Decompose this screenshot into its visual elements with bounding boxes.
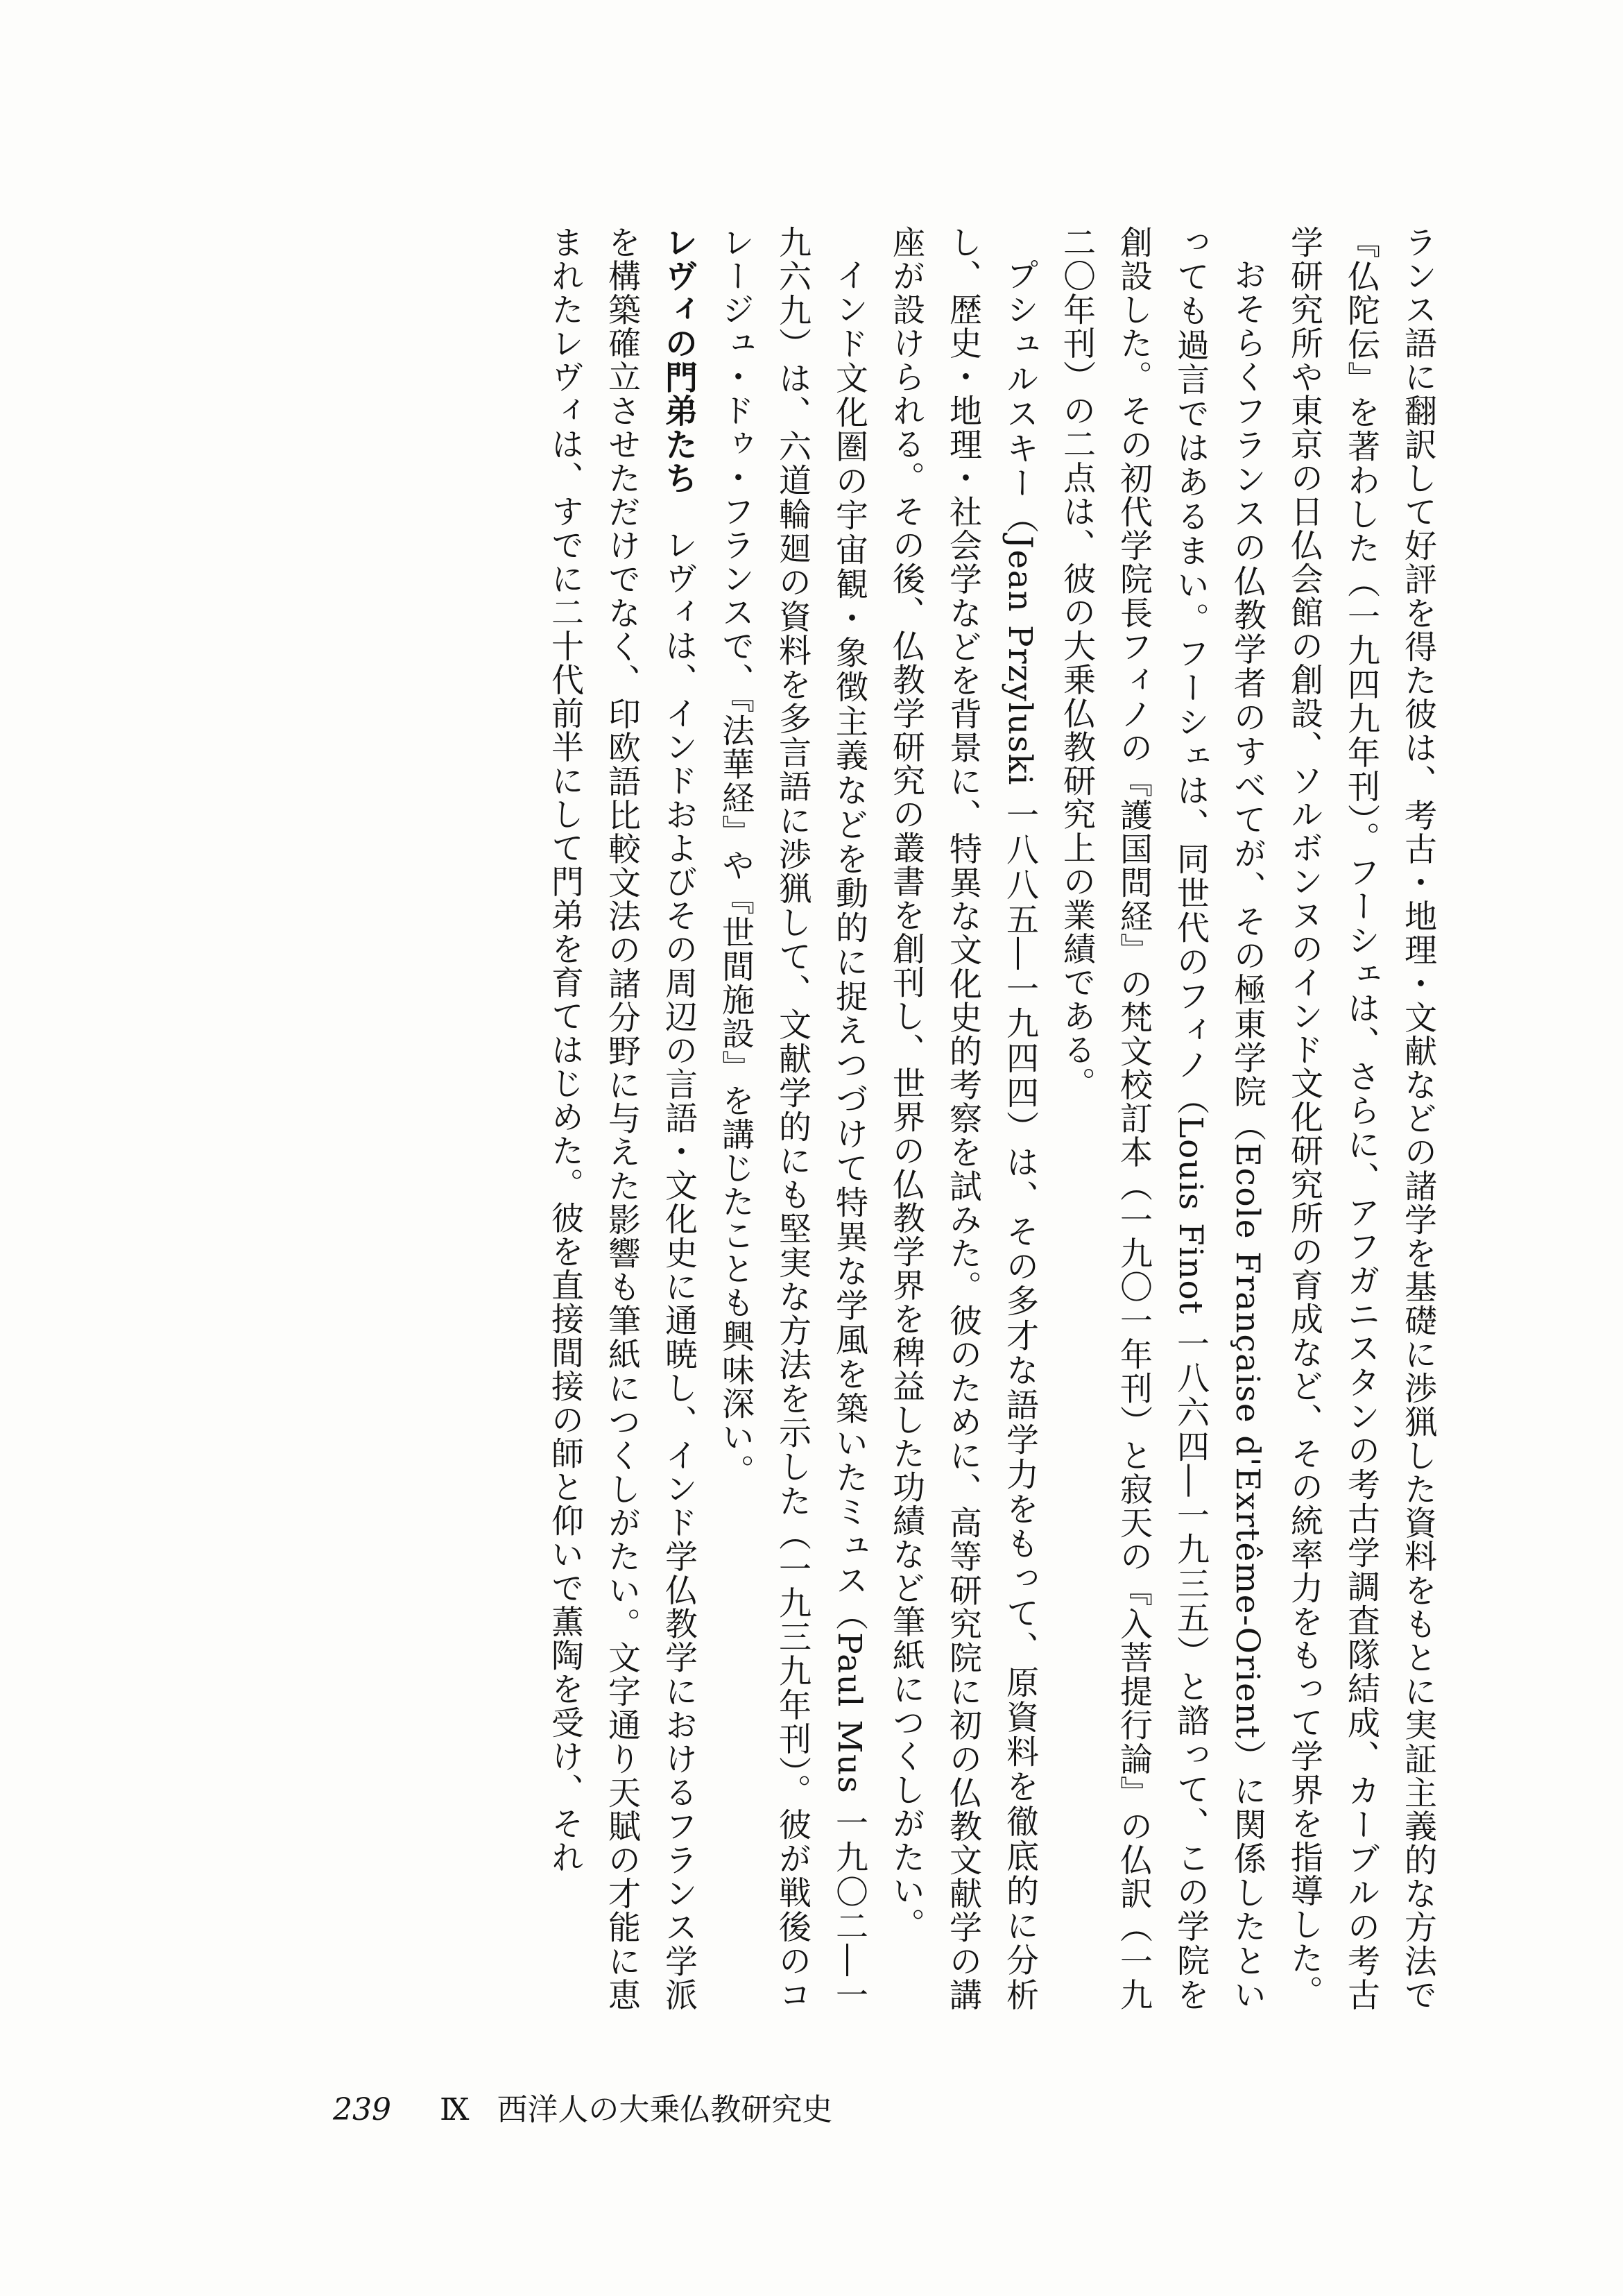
vertical-text-body [170,225,1446,2012]
section-text: レヴィは、インドおよびその周辺の言語・文化史に通暁し、インド学仏教学におけるフランス学派を構築確立させただけでなく、印欧語比較文法の諸分野に与えた影響も筆紙につくしがたい。文字通り天賦の才能に恵まれたレヴィは、すでに二十代前半にして門弟を育てはじめた。彼を直接間接の師と仰いで薫陶を受け、それ [546,225,698,2012]
chapter-number: Ⅸ [439,2092,470,2127]
chapter-title: 西洋人の大乗仏教研究史 [497,2092,833,2127]
section-levi-disciples [536,225,707,2012]
page-number: 239 [333,2092,391,2127]
page-footer [333,2084,832,2126]
paragraph-fouche-continued: ランス語に翻訳して好評を得た彼は、考古・地理・文献などの諸学を基礎に渉猟した資料をもとに実証主義的な方法で『仏陀伝』を著わした（一九四九年刊）。フーシェは、さらに、アフガニスタンの考古学調査隊結成、カーブルの考古学研究所や東京の日仏会館の創設、ソルボンヌのインド文化研究所の育成など、その統率力をもって学界を指導した。 [1285,225,1437,2012]
paragraph-paul-mus: インド文化圏の宇宙観・象徴主義などを動的に捉えつづけて特異な学風を築いたミュス（Paul Mus 一九〇二―一九六九）は、六道輪廻の資料を多言語に渉猟して、文献学的にも堅実な方法を示した（一九三九年刊）。彼が戦後のコレージュ・ドゥ・フランスで、『法華経』や『世間施設』を講じたことも興味深い。 [716,225,868,2012]
paragraph-przyluski: プシュルスキー（Jean Przyluski 一八八五―一九四四）は、その多才な語学力をもって、原資料を徹底的に分析し、歴史・地理・社会学などを背景に、特異な文化史的考察を試みた。彼のために、高等研究院に初の仏教文献学の講座が設けられる。その後、仏教学研究の叢書を創刊し、世界の仏教学界を稗益した功績など筆紙につくしがたい。 [887,225,1039,2012]
section-heading: レヴィの門弟たち [660,225,698,495]
paragraph-ecole-francaise: おそらくフランスの仏教学者のすべてが、その極東学院（Ecole Française d'Exrtême-Orient）に関係したといっても過言ではあるまい。フーシェは、同世代のフィノ（Louis Finot 一八六四―一九三五）と諮って、この学院を創設した。その初代学院長フィノの『護国問経』の梵文校訂本（一九〇一年刊）と寂天の『入菩提行論』の仏訳（一九二〇年刊）の二点は、彼の大乗仏教研究上の業績である。 [1058,225,1266,2012]
